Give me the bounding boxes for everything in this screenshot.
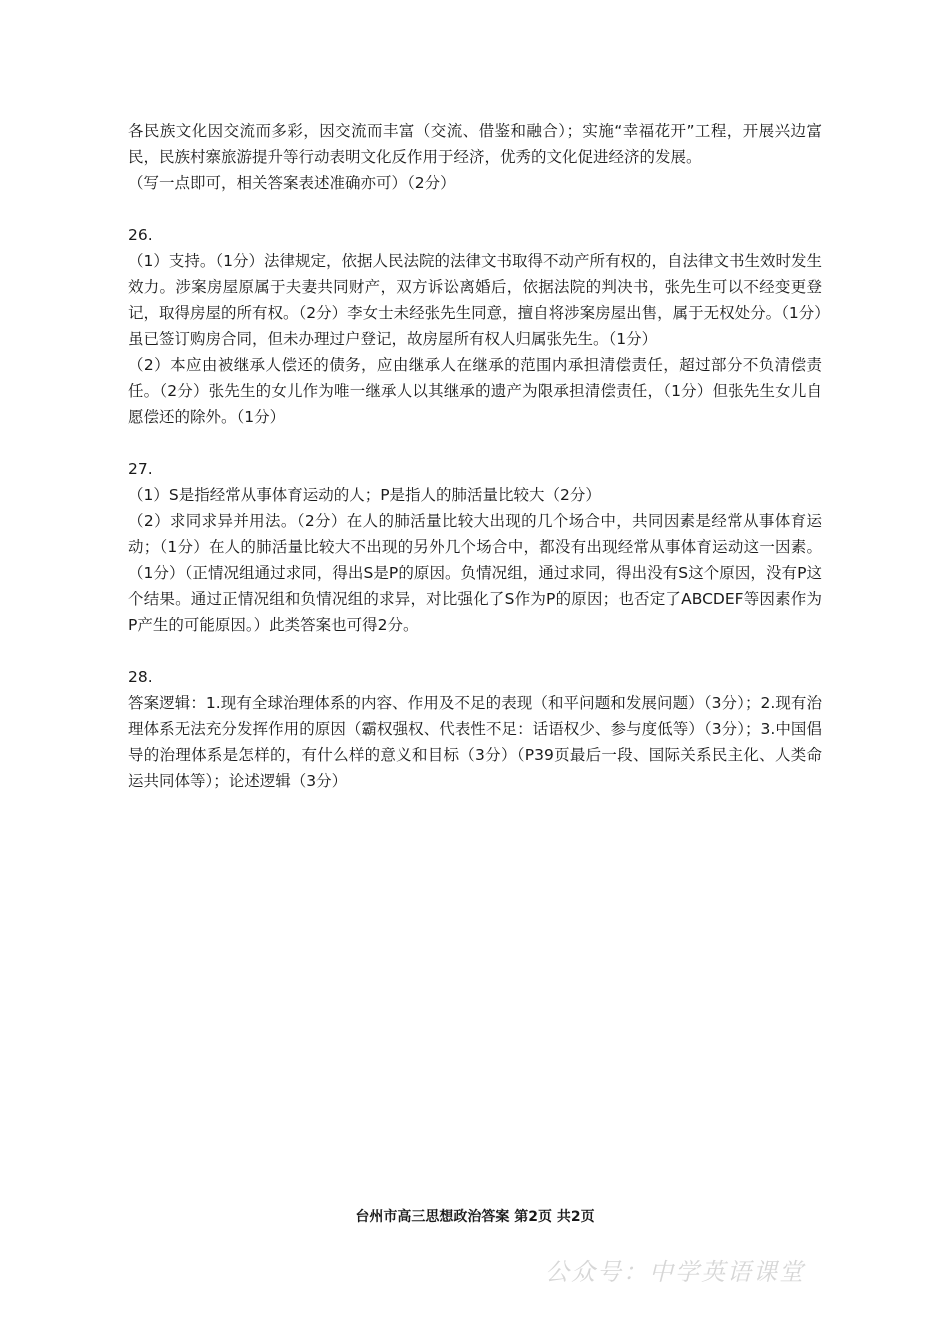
q26-part1: （1）支持。（1分）法律规定，依据人民法院的法律文书取得不动产所有权的，自法律文书生效时发生效力。涉案房屋原属于夫妻共同财产，双方诉讼离婚后，依据法院的判决书，张先生可以不经变更登记，取得房屋的所有权。（2分）李女士未经张先生同意，擅自将涉案房屋出售，属于无权处分。（1分）虽已签订购房合同，但未办理过户登记，故房屋所有权人归属张先生。（1分）	[128, 252, 822, 348]
watermark: 公众号：中学英语课堂	[545, 1258, 805, 1286]
q27-number: 27.	[128, 460, 153, 478]
q28-number: 28.	[128, 668, 153, 686]
q26-number: 26.	[128, 226, 153, 244]
q28-body: 答案逻辑：1.现有全球治理体系的内容、作用及不足的表现（和平问题和发展问题）（3分）；2.现有治理体系无法充分发挥作用的原因（霸权强权、代表性不足：话语权少、参与度低等）（3分）；3.中国倡导的治理体系是怎样的，有什么样的意义和目标（3分）（P39页最后一段、国际关系民主化、人类命运共同体等）；论述逻辑（3分）	[128, 694, 822, 790]
q27-part1: （1）S是指经常从事体育运动的人；P是指人的肺活量比较大（2分）	[128, 486, 601, 504]
spacer	[128, 196, 822, 222]
q27-part2: （2）求同求异并用法。（2分）在人的肺活量比较大出现的几个场合中，共同因素是经常从事体育运动；（1分）在人的肺活量比较大不出现的另外几个场合中，都没有出现经常从事体育运动这一因素。（1分）（正情况组通过求同，得出S是P的原因。负情况组，通过求同，得出没有S这个原因，没有P这个结果。通过正情况组和负情况组的求异，对比强化了S作为P的原因；也否定了ABCDEF等因素作为P产生的可能原因。）此类答案也可得2分。	[128, 512, 822, 634]
q26-part2: （2）本应由被继承人偿还的债务，应由继承人在继承的范围内承担清偿责任，超过部分不负清偿责任。（2分）张先生的女儿作为唯一继承人以其继承的遗产为限承担清偿责任，（1分）但张先生女儿自愿偿还的除外。（1分）	[128, 356, 822, 426]
q25-tail-text: 各民族文化因交流而多彩，因交流而丰富（交流、借鉴和融合）；实施“幸福花开”工程，开展兴边富民，民族村寨旅游提升等行动表明文化反作用于经济，优秀的文化促进经济的发展。	[128, 122, 822, 166]
q25-tail-note: （写一点即可，相关答案表述准确亦可）（2分）	[128, 174, 456, 192]
spacer	[128, 430, 822, 456]
answer-content	[128, 118, 822, 794]
page-footer: 台州市高三思想政治答案 第2页 共2页	[355, 1209, 595, 1225]
spacer	[128, 638, 822, 664]
